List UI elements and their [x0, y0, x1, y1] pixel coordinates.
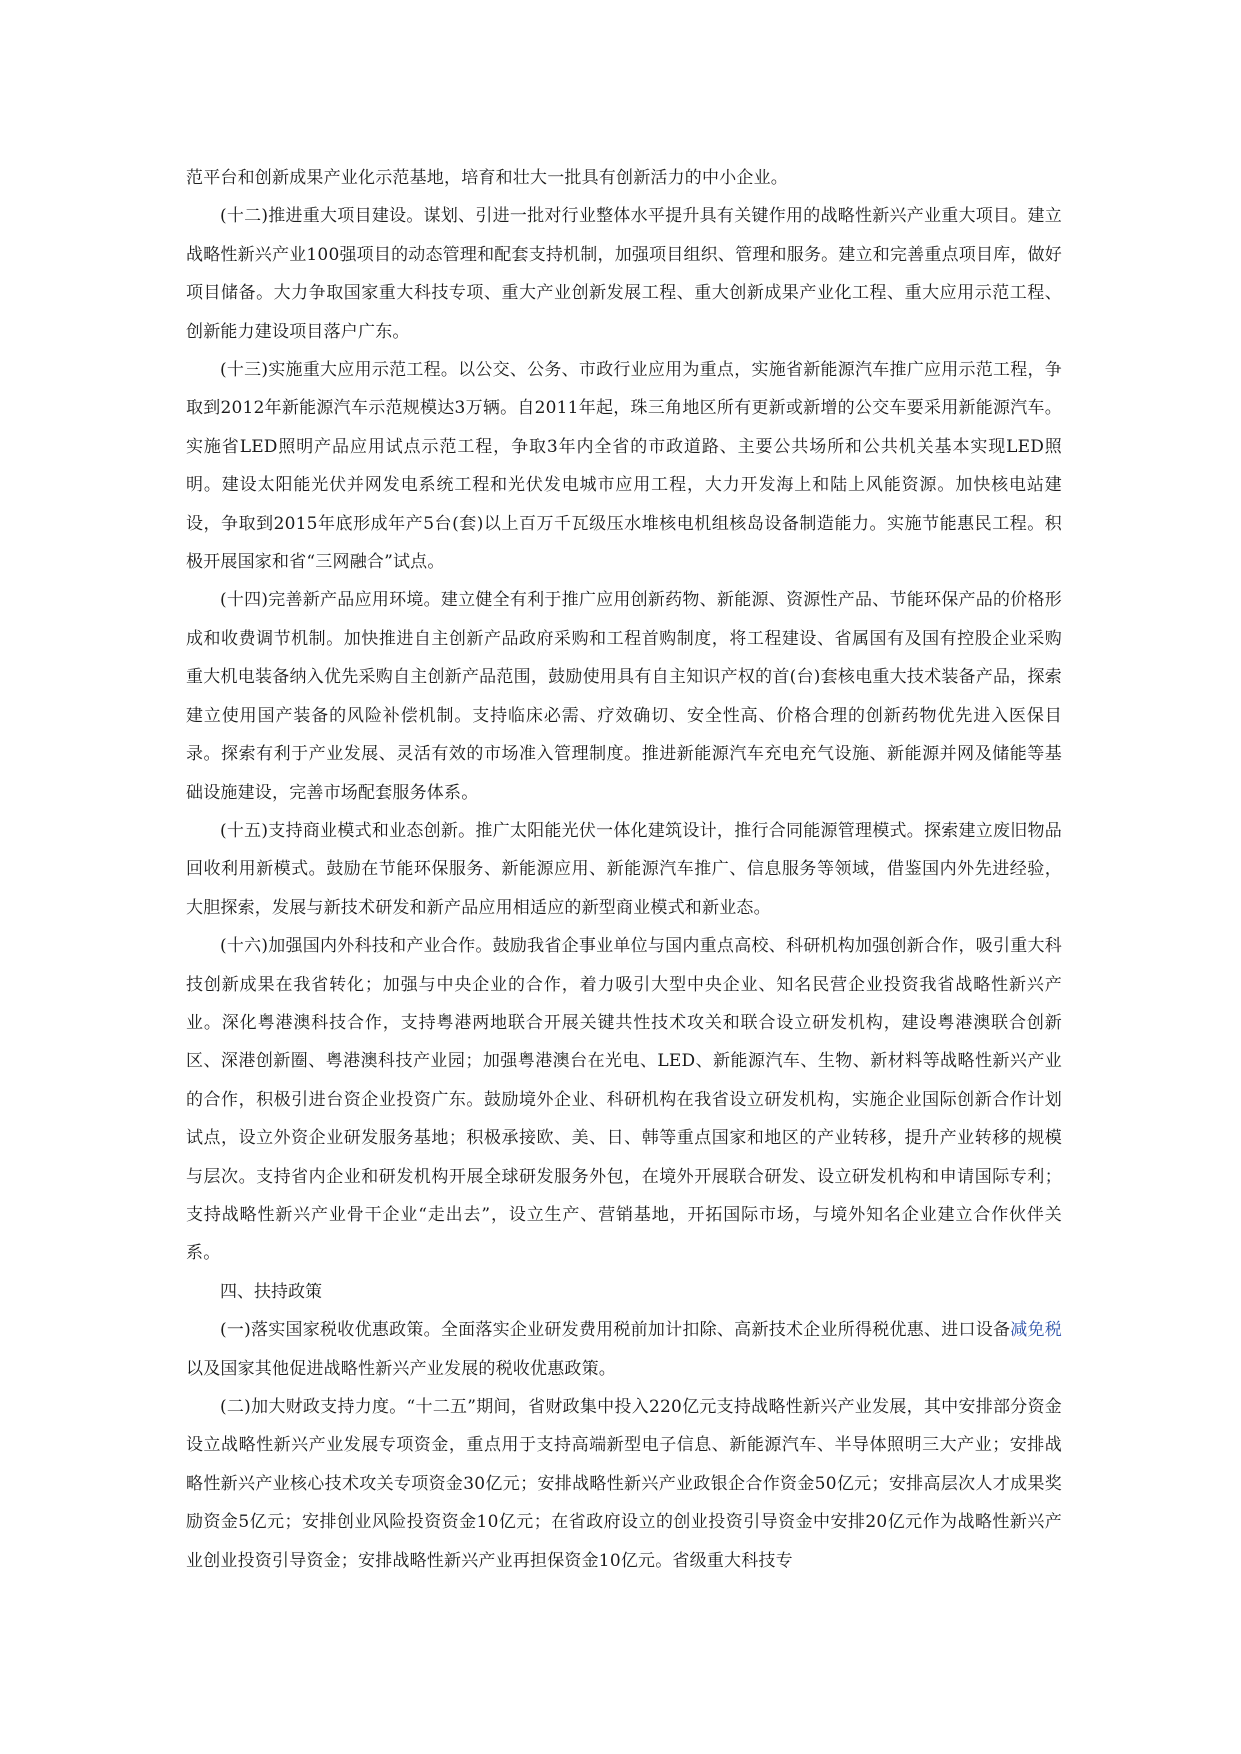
paragraph-14-product-environment: (十四)完善新产品应用环境。建立健全有利于推广应用创新药物、新能源、资源性产品、节能环保产品的价格形成和收费调节机制。加快推进自主创新产品政府采购和工程首购制度，将工程建设、省属国有及国有控股企业采购重大机电装备纳入优先采购自主创新产品范围，鼓励使用具有自主知识产权的首(台)套核电重大技术装备产品，探索建立使用国产装备的风险补偿机制。支持临床必需、疗效确切、安全性高、价格合理的创新药物优先进入医保目录。探索有利于产业发展、灵活有效的市场准入管理制度。推进新能源汽车充电充气设施、新能源并网及储能等基础设施建设，完善市场配套服务体系。 — [186, 590, 1062, 803]
tax-exemption-link[interactable]: 减免税 — [1010, 1320, 1062, 1341]
document-body — [186, 159, 1062, 1580]
paragraph-12-major-projects: (十二)推进重大项目建设。谋划、引进一批对行业整体水平提升具有关键作用的战略性新兴产业重大项目。建立战略性新兴产业100强项目的动态管理和配套支持机制，加强项目组织、管理和服务。建立和完善重点项目库，做好项目储备。大力争取国家重大科技专项、重大产业创新发展工程、重大创新成果产业化工程、重大应用示范工程、创新能力建设项目落户广东。 — [186, 206, 1062, 342]
paragraph-13-demonstration-projects: (十三)实施重大应用示范工程。以公交、公务、市政行业应用为重点，实施省新能源汽车推广应用示范工程，争取到2012年新能源汽车示范规模达3万辆。自2011年起，珠三角地区所有更新或新增的公交车要采用新能源汽车。实施省LED照明产品应用试点示范工程，争取3年内全省的市政道路、主要公共场所和公共机关基本实现LED照明。建设太阳能光伏并网发电系统工程和光伏发电城市应用工程，大力开发海上和陆上风能资源。加快核电站建设，争取到2015年底形成年产5台(套)以上百万千瓦级压水堆核电机组核岛设备制造能力。实施节能惠民工程。积极开展国家和省“三网融合”试点。 — [186, 360, 1062, 573]
section-heading-support-policies: 四、扶持政策 — [220, 1281, 322, 1302]
paragraph-4-1-text-end: 以及国家其他促进战略性新兴产业发展的税收优惠政策。 — [186, 1358, 616, 1379]
paragraph-15-business-models: (十五)支持商业模式和业态创新。推广太阳能光伏一体化建筑设计，推行合同能源管理模式。探索建立废旧物品回收利用新模式。鼓励在节能环保服务、新能源应用、新能源汽车推广、信息服务等领域，借鉴国内外先进经验，大胆探索，发展与新技术研发和新产品应用相适应的新型商业模式和新业态。 — [186, 820, 1062, 918]
paragraph-continuation: 范平台和创新成果产业化示范基地，培育和壮大一批具有创新活力的中小企业。 — [186, 168, 788, 188]
paragraph-4-1-text-start: (一)落实国家税收优惠政策。全面落实企业研发费用税前加计扣除、高新技术企业所得税优惠、进口设备 — [220, 1320, 1011, 1341]
paragraph-16-cooperation: (十六)加强国内外科技和产业合作。鼓励我省企事业单位与国内重点高校、科研机构加强创新合作，吸引重大科技创新成果在我省转化；加强与中央企业的合作，着力吸引大型中央企业、知名民营企业投资我省战略性新兴产业。深化粤港澳科技合作，支持粤港两地联合开展关键共性技术攻关和联合设立研发机构，建设粤港澳联合创新区、深港创新圈、粤港澳科技产业园；加强粤港澳台在光电、LED、新能源汽车、生物、新材料等战略性新兴产业的合作，积极引进台资企业投资广东。鼓励境外企业、科研机构在我省设立研发机构，实施企业国际创新合作计划试点，设立外资企业研发服务基地；积极承接欧、美、日、韩等重点国家和地区的产业转移，提升产业转移的规模与层次。支持省内企业和研发机构开展全球研发服务外包，在境外开展联合研发、设立研发机构和申请国际专利；支持战略性新兴产业骨干企业“走出去”，设立生产、营销基地，开拓国际市场，与境外知名企业建立合作伙伴关系。 — [186, 936, 1062, 1264]
paragraph-4-2-financial-support: (二)加大财政支持力度。“十二五”期间，省财政集中投入220亿元支持战略性新兴产业发展，其中安排部分资金设立战略性新兴产业发展专项资金，重点用于支持高端新型电子信息、新能源汽车、半导体照明三大产业；安排战略性新兴产业核心技术攻关专项资金30亿元；安排战略性新兴产业政银企合作资金50亿元；安排高层次人才成果奖励资金5亿元；安排创业风险投资资金10亿元；在省政府设立的创业投资引导资金中安排20亿元作为战略性新兴产业创业投资引导资金；安排战略性新兴产业再担保资金10亿元。省级重大科技专 — [186, 1397, 1062, 1571]
paragraph-4-1-tax-policy — [186, 1311, 1062, 1388]
